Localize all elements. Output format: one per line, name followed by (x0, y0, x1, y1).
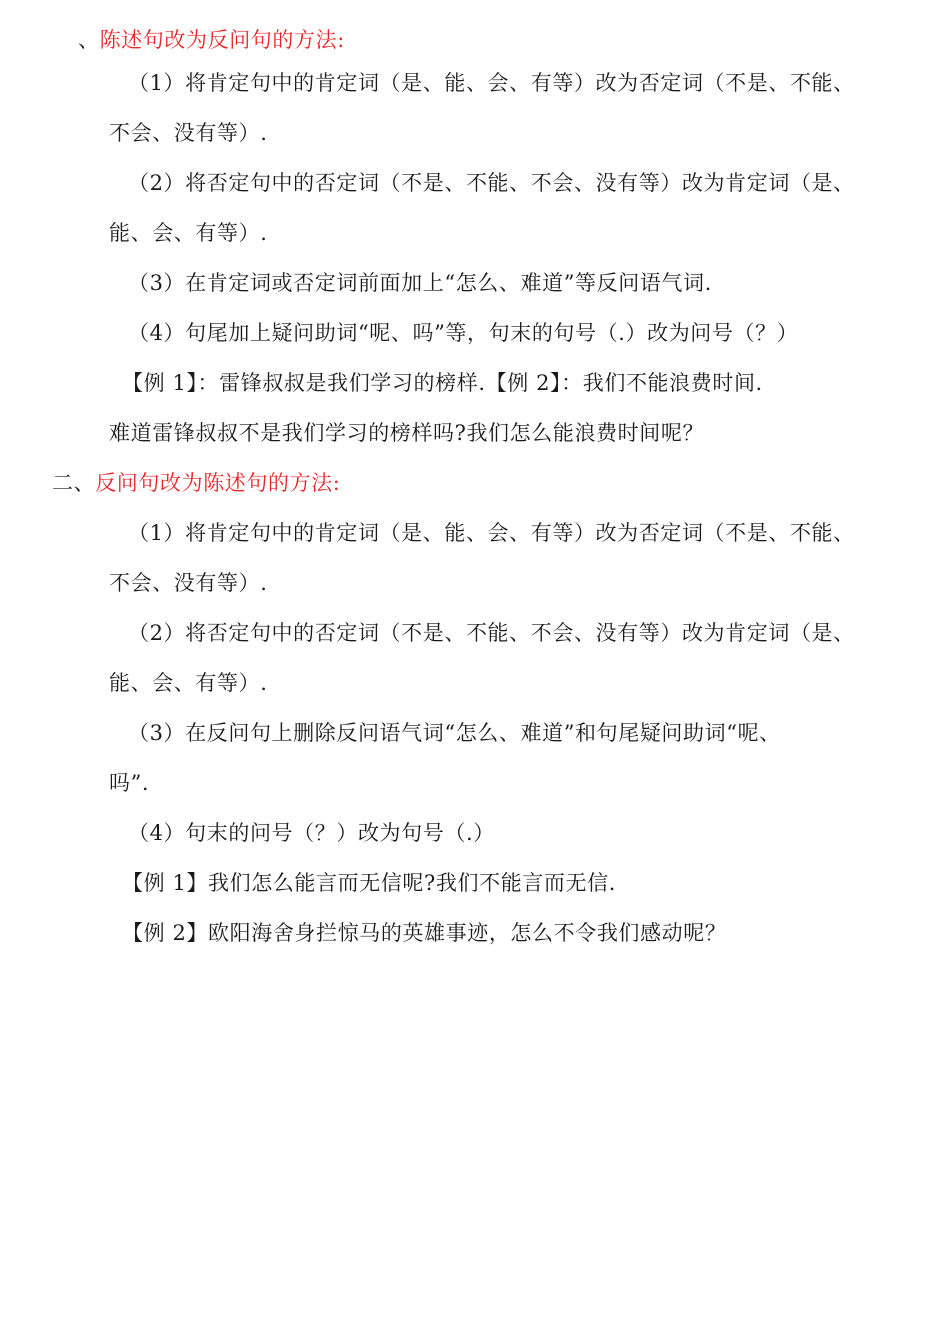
section2-rule4: （4）句末的问号（？）改为句号（.） (128, 821, 495, 845)
section2-example1: 【例 1】我们怎么能言而无信呢?我们不能言而无信. (122, 871, 616, 895)
section2-rule2-line1: （2）将否定句中的否定词（不是、不能、不会、没有等）改为肯定词（是、 (128, 621, 855, 645)
section1-rule2-line2: 能、会、有等）. (109, 221, 268, 245)
section2-rule1-line1: （1）将肯定句中的肯定词（是、能、会、有等）改为否定词（不是、不能、 (128, 521, 855, 545)
section1-heading (78, 26, 345, 54)
section2-rule3-line2: 吗”. (109, 771, 150, 795)
section2-heading-prefix: 二、 (52, 471, 96, 495)
section2-rule1-line2: 不会、没有等）. (109, 571, 268, 595)
section1-rule2-line1: （2）将否定句中的否定词（不是、不能、不会、没有等）改为肯定词（是、 (128, 171, 855, 195)
section1-heading-text: 陈述句改为反问句的方法: (99, 28, 345, 52)
section1-rule1-line2: 不会、没有等）. (109, 121, 268, 145)
section2-heading-text: 反问句改为陈述句的方法: (95, 471, 341, 495)
section2-example2: 【例 2】欧阳海舍身拦惊马的英雄事迹，怎么不令我们感动呢？ (122, 921, 727, 945)
section1-example-line1: 【例 1】：雷锋叔叔是我们学习的榜样.【例 2】：我们不能浪费时间. (122, 371, 763, 395)
section2-heading (52, 469, 340, 497)
section1-heading-prefix: 、 (78, 28, 100, 52)
section2-rule2-line2: 能、会、有等）. (109, 671, 268, 695)
section2-rule3-line1: （3）在反问句上删除反问语气词“怎么、难道”和句尾疑问助词“呢、 (128, 721, 781, 745)
section1-rule3: （3）在肯定词或否定词前面加上“怎么、难道”等反问语气词. (128, 271, 712, 295)
section1-example-line2: 难道雷锋叔叔不是我们学习的榜样吗?我们怎么能浪费时间呢？ (109, 421, 705, 445)
section1-rule4: （4）句尾加上疑问助词“呢、吗”等，句末的句号（.）改为问号（？） (128, 321, 799, 345)
section1-rule1-line1: （1）将肯定句中的肯定词（是、能、会、有等）改为否定词（不是、不能、 (128, 71, 855, 95)
